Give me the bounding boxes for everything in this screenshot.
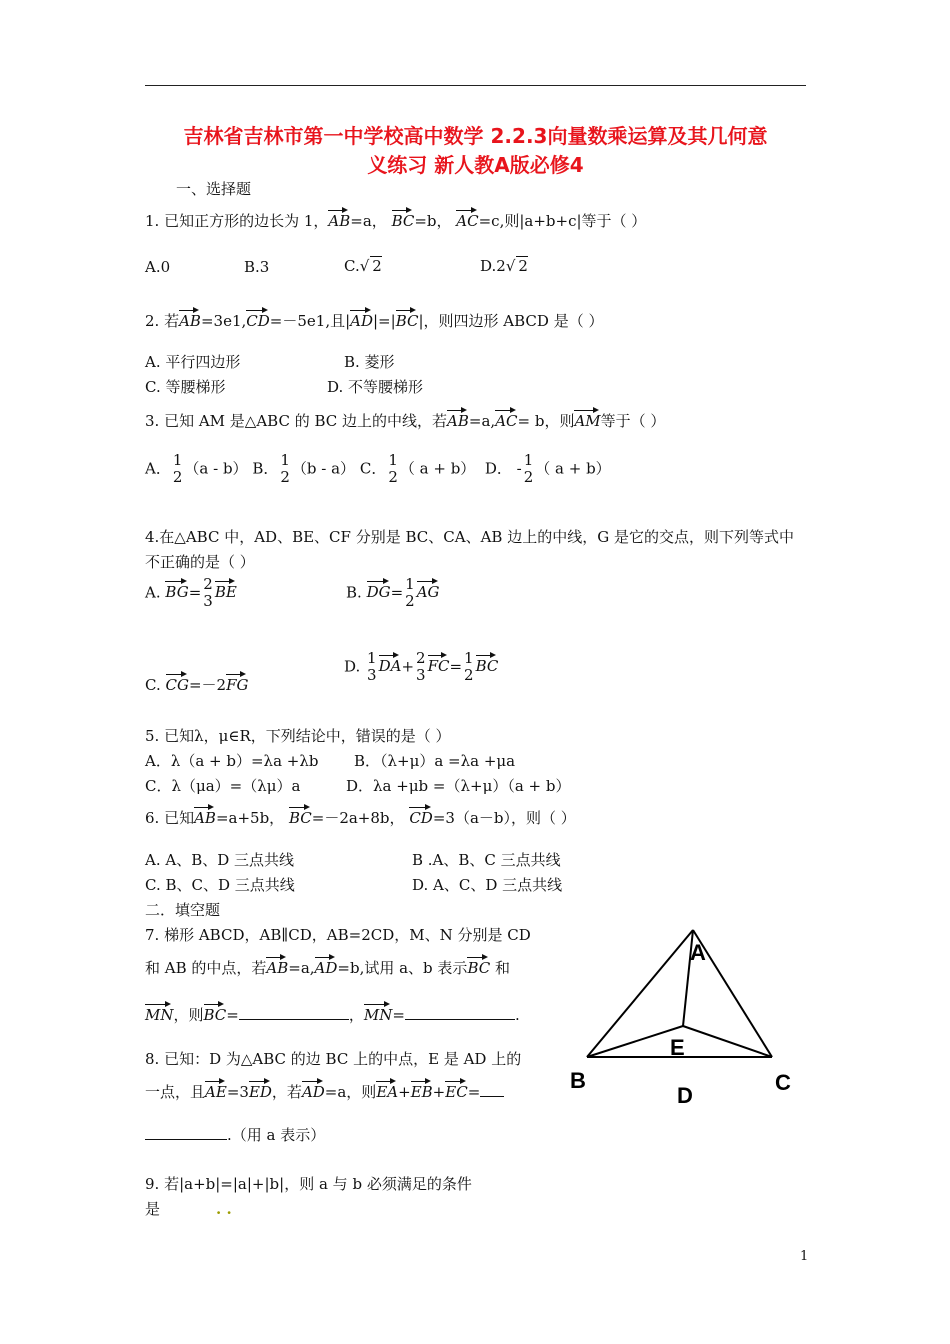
- question-7-line2: 和 AB 的中点，若AB=a,AD=b,试用 a、b 表示BC 和: [145, 959, 511, 977]
- segment-ec: [683, 1026, 772, 1057]
- page-number: 1: [800, 1249, 809, 1264]
- label-b: B: [570, 1068, 586, 1093]
- q7-answer-blank-1[interactable]: [239, 1019, 349, 1020]
- q5-option-b: B．（λ+μ）a =λa +μa: [354, 752, 516, 770]
- section-heading-fill: 二．填空题: [145, 901, 221, 919]
- q6-option-d: D. A、C、D 三点共线: [412, 876, 563, 894]
- question-9-line2: 是 . .: [145, 1200, 232, 1218]
- question-2: 2. 若AB=3e1,CD=－5e1,且|AD|=|BC|，则四边形 ABCD 是（ ）: [145, 312, 604, 330]
- question-7-line3: MN，则BC= ，MN= .: [145, 1006, 520, 1024]
- header-rule: [145, 85, 806, 86]
- question-5: 5. 已知λ，μ∈R，下列结论中，错误的是（ ）: [145, 727, 451, 745]
- label-a: A: [690, 940, 706, 965]
- question-3: 3. 已知 AM 是△ABC 的 BC 边上的中线，若AB=a,AC= b，则AM等于（ ）: [145, 412, 666, 430]
- page-title-line1: 吉林省吉林市第一中学校高中数学 2.2.3向量数乘运算及其几何意: [183, 124, 768, 148]
- q2-option-a: A. 平行四边形: [145, 353, 241, 371]
- segment-eb: [587, 1026, 683, 1057]
- q4-option-d: D. 1 3 DA+ 2 3 FC= 1 2 BC: [344, 649, 499, 685]
- question-6: 6. 已知AB=a+5b， BC=－2a+8b， CD=3（a－b），则（ ）: [145, 809, 576, 827]
- page-title-line2: 义练习 新人教A版必修4: [367, 153, 584, 177]
- q5-option-a: A．λ（a + b）=λa +λb: [145, 752, 319, 770]
- q6-option-c: C. B、C、D 三点共线: [145, 876, 295, 894]
- q5-option-c: C．λ（μa）=（λμ）a: [145, 777, 301, 795]
- q4-option-a: A. BG= 2 3 BE: [145, 575, 237, 611]
- q2-option-c: C. 等腰梯形: [145, 378, 226, 396]
- q3-options: A． 1 2 （a - b） B． 1 2 （b - a） C． 1 2 （ a + b） D． - 1 2 （ a + b）: [145, 451, 611, 487]
- question-8-line1: 8. 已知：D 为△ABC 的边 BC 上的中点，E 是 AD 上的: [145, 1050, 522, 1068]
- question-7-line1: 7. 梯形 ABCD，AB∥CD，AB=2CD，M、N 分别是 CD: [145, 926, 531, 944]
- q1-option-d: D.2√ 2: [480, 257, 528, 275]
- q1-option-b: B.3: [244, 258, 270, 276]
- q2-option-d: D. 不等腰梯形: [327, 378, 424, 396]
- question-4-line2: 不正确的是（ ）: [145, 553, 255, 571]
- q8-answer-blank-b[interactable]: [145, 1139, 227, 1140]
- q8-answer-blank-a[interactable]: [480, 1096, 504, 1097]
- label-d: D: [677, 1083, 693, 1108]
- q6-option-a: A. A、B、D 三点共线: [145, 851, 295, 869]
- question-9-line1: 9. 若|a+b|=|a|+|b|，则 a 与 b 必须满足的条件: [145, 1175, 472, 1193]
- q5-option-d: D．λa +μb =（λ+μ）（a + b）: [346, 777, 571, 795]
- question-8-line2: 一点，且AE=3ED，若AD=a，则EA+EB+EC=: [145, 1081, 504, 1102]
- q6-option-b: B .A、B、C 三点共线: [412, 851, 561, 869]
- q7-answer-blank-2[interactable]: [405, 1019, 515, 1020]
- question-4-line1: 4.在△ABC 中，AD、BE、CF 分别是 BC、CA、AB 边上的中线，G 是它的交点，则下列等式中: [145, 528, 794, 546]
- q4-option-b: B. DG= 1 2 AG: [346, 575, 440, 611]
- triangle-figure: [560, 920, 800, 1110]
- q4-option-c: C. CG=－2FG: [145, 676, 249, 694]
- q1-option-c: C.√ 2: [344, 257, 382, 275]
- q2-option-b: B. 菱形: [344, 353, 395, 371]
- label-e: E: [670, 1035, 685, 1060]
- section-heading-choice: 一、选择题: [176, 180, 252, 198]
- question-1: 1. 已知正方形的边长为 1，AB=a， BC=b， AC=c,则|a+b+c|等于（ ）: [145, 212, 647, 230]
- q1-option-a: A.0: [145, 258, 171, 276]
- label-c: C: [775, 1070, 791, 1095]
- question-8-line3: .（用 a 表示）: [145, 1124, 325, 1145]
